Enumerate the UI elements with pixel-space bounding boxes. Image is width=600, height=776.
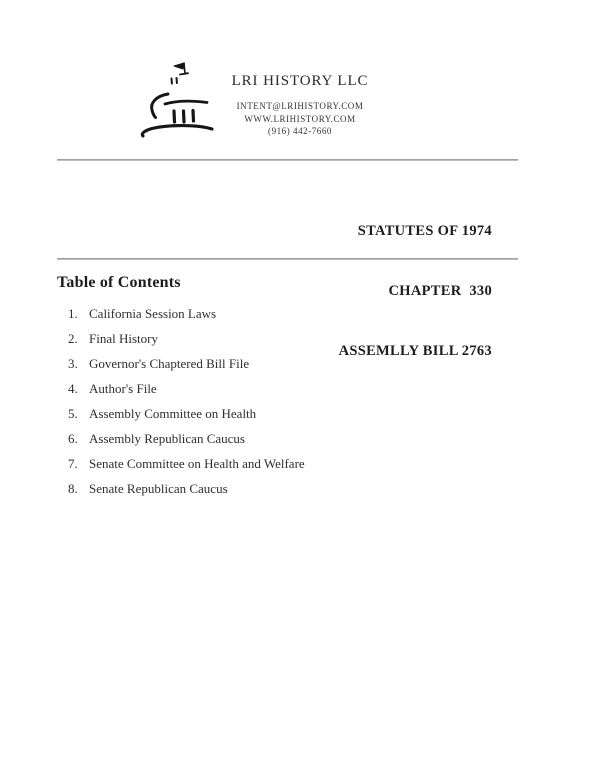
toc-item-label: Senate Committee on Health and Welfare: [89, 456, 305, 471]
statutes-year-line: STATUTES OF 1974: [357, 223, 492, 239]
toc-item-label: Senate Republican Caucus: [89, 481, 228, 496]
toc-item-number: 2.: [68, 331, 78, 346]
statutes-chapter-line: CHAPTER 330: [388, 283, 492, 299]
toc-item-number: 4.: [68, 381, 78, 396]
toc-item: [68, 306, 305, 331]
contact-phone: (916) 442-7660: [268, 126, 332, 137]
toc-item-label: Governor's Chaptered Bill File: [89, 356, 250, 371]
contact-block: [0, 100, 600, 138]
horizontal-rule-bottom: [57, 258, 518, 260]
toc-item-number: 3.: [68, 356, 78, 371]
statutes-block: [339, 181, 492, 401]
letterhead: [0, 72, 600, 138]
toc-item: [68, 381, 305, 406]
company-name: LRI HISTORY LLC: [231, 73, 369, 89]
horizontal-rule-top: [57, 159, 518, 161]
toc-item: [68, 406, 305, 431]
toc-item: [68, 331, 305, 356]
toc-item: [68, 431, 305, 456]
toc-item-number: 8.: [68, 481, 78, 496]
toc-item-number: 5.: [68, 406, 78, 421]
contact-email: INTENT@LRIHISTORY.COM: [236, 101, 364, 111]
toc-item-number: 1.: [68, 306, 78, 321]
contact-website: WWW.LRIHISTORY.COM: [244, 113, 356, 124]
toc-item: [68, 356, 305, 381]
toc-list: [68, 306, 305, 506]
toc-item: [68, 481, 305, 506]
toc-item-label: California Session Laws: [89, 306, 217, 321]
toc-title: Table of Contents: [57, 274, 181, 291]
statutes-bill-line: ASSEMLLY BILL 2763: [338, 343, 492, 359]
toc-item-label: Final History: [89, 331, 158, 346]
toc-item-label: Assembly Committee on Health: [89, 406, 257, 421]
toc-item-label: Assembly Republican Caucus: [89, 431, 245, 446]
toc-item-label: Author's File: [89, 381, 157, 396]
toc-item-number: 7.: [68, 456, 78, 471]
toc-item-number: 6.: [68, 431, 78, 446]
toc-item: [68, 456, 305, 481]
